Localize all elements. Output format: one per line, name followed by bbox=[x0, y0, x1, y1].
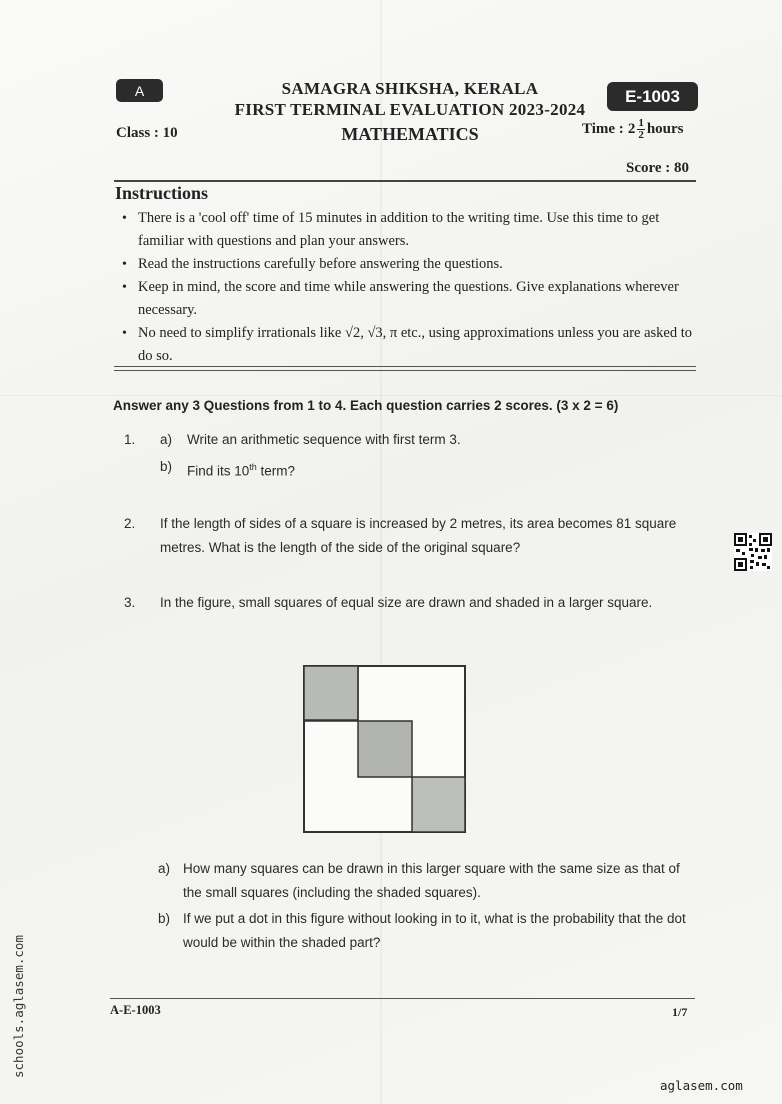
question-text: If the length of sides of a square is increased by 2 metres, its area becomes 81 square metres. What is the length of the side of the original square? bbox=[160, 516, 677, 555]
qr-code bbox=[734, 533, 772, 576]
sub-part-text: Find its 10th term? bbox=[187, 462, 296, 479]
instructions-list bbox=[122, 207, 697, 368]
question-number: 1. bbox=[124, 432, 136, 447]
question-number: 3. bbox=[124, 595, 136, 610]
time-whole: 2 bbox=[627, 121, 636, 137]
side-watermark: schools.aglasem.com bbox=[11, 935, 26, 1078]
instructions-divider-bottom bbox=[114, 370, 696, 371]
sub-part-text: If we put a dot in this figure without looking in to it, what is the probability that the dot would be within the shaded part? bbox=[183, 911, 686, 950]
section-heading: Answer any 3 Questions from 1 to 4. Each question carries 2 scores. (3 x 2 = 6) bbox=[113, 398, 619, 413]
time-unit: hours bbox=[646, 121, 684, 137]
instruction-item: • Read the instructions carefully before answering the questions. bbox=[122, 253, 697, 276]
bullet-icon: • bbox=[122, 257, 127, 272]
instructions-heading: Instructions bbox=[115, 183, 209, 203]
time-fraction-denominator: 2 bbox=[638, 129, 644, 141]
footer-page-number: 1/7 bbox=[672, 1005, 688, 1019]
set-badge: A bbox=[116, 79, 163, 102]
sub-part-text: How many squares can be drawn in this larger square with the same size as that of the small squares (including the shaded squares). bbox=[183, 861, 680, 900]
bullet-icon: • bbox=[122, 280, 127, 295]
footer-divider bbox=[110, 998, 695, 999]
paper-crease bbox=[0, 395, 782, 396]
squares-figure bbox=[303, 665, 466, 833]
class-label: Class : 10 bbox=[116, 125, 178, 141]
instruction-item: • No need to simplify irrationals like √2, √3, π etc., using approximations unless you are asked to do so. bbox=[122, 322, 697, 368]
instructions-divider-top bbox=[114, 366, 696, 367]
qr-code-icon bbox=[734, 533, 772, 571]
instruction-item: • There is a 'cool off' time of 15 minutes in addition to the writing time. Use this time to get familiar with questions and plan your answers. bbox=[122, 207, 697, 253]
shaded-square bbox=[412, 777, 465, 832]
time-fraction-numerator: 1 bbox=[638, 117, 644, 129]
question-number: 2. bbox=[124, 516, 136, 531]
shaded-square bbox=[304, 666, 358, 720]
sub-part-label: a) bbox=[160, 432, 173, 447]
bullet-icon: • bbox=[122, 211, 127, 226]
time-label bbox=[582, 118, 684, 141]
subject-title: MATHEMATICS bbox=[341, 124, 479, 144]
time-prefix: Time : bbox=[582, 121, 624, 137]
instruction-item: • Keep in mind, the score and time while answering the questions. Give explanations wherever necessary. bbox=[122, 276, 697, 322]
shaded-square bbox=[358, 721, 412, 777]
sub-part-label: b) bbox=[158, 911, 171, 926]
exam-name: FIRST TERMINAL EVALUATION 2023-2024 bbox=[234, 100, 586, 119]
sub-part-text: Write an arithmetic sequence with first term 3. bbox=[187, 432, 461, 447]
sub-part-label: b) bbox=[160, 459, 173, 474]
score-label: Score : 80 bbox=[626, 160, 690, 176]
footer-paper-code: A-E-1003 bbox=[110, 1003, 161, 1017]
paper-code-badge: E-1003 bbox=[607, 82, 698, 111]
time-fraction bbox=[637, 118, 645, 141]
corner-watermark: aglasem.com bbox=[660, 1078, 743, 1093]
bullet-icon: • bbox=[122, 326, 127, 341]
question-text: In the figure, small squares of equal size are drawn and shaded in a larger square. bbox=[160, 595, 653, 610]
board-name: SAMAGRA SHIKSHA, KERALA bbox=[281, 79, 539, 98]
sub-part-label: a) bbox=[158, 861, 171, 876]
header-divider bbox=[114, 180, 696, 182]
